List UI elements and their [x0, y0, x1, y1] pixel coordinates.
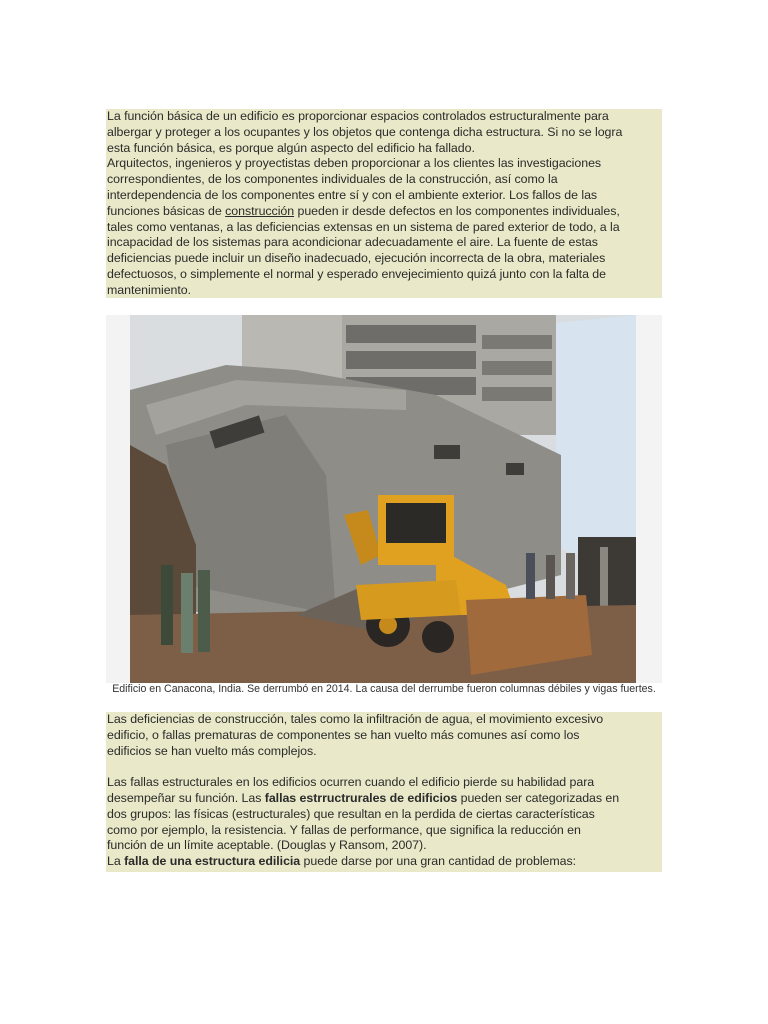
photo-illustration — [106, 315, 662, 683]
text-line: La función básica de un edificio es proporcionar espacios controlados estructuralmente para — [107, 109, 609, 123]
text-line: esta función básica, es porque algún aspecto del edificio ha fallado. — [107, 140, 475, 155]
text-line: Arquitectos, ingenieros y proyectistas deben proporcionar a los clientes las investigaciones — [107, 156, 602, 171]
bold-term: fallas estrructrurales de edificios — [264, 790, 458, 805]
text-segment: La — [107, 854, 125, 869]
intro-paragraph — [106, 109, 662, 298]
text-line: función de un límite aceptable. (Douglas y Ransom, 2007). — [107, 838, 427, 853]
bold-term: falla de una estructura edilicia — [124, 854, 301, 869]
text-line: interdependencia de los componentes entre sí y con el ambiente exterior. Los fallos de las — [107, 187, 598, 202]
text-line: dos grupos: las físicas (estructurales) que resultan en la perdida de ciertas características — [107, 806, 595, 821]
text-line — [107, 204, 662, 220]
text-line: edificios se han vuelto más complejos. — [107, 743, 317, 758]
text-line: como por ejemplo, la resistencia. Y fallas de performance, que significa la reducción en — [107, 822, 581, 837]
text-line: Las deficiencias de construcción, tales como la infiltración de agua, el movimiento excesivo — [107, 712, 604, 726]
text-line: tales como ventanas, a las deficiencias extensas en un sistema de pared exterior de todo, a la — [107, 219, 620, 234]
text-line: albergar y proteger a los ocupantes y los objetos que contenga dicha estructura. Si no se logra — [107, 124, 623, 139]
second-section — [106, 712, 662, 872]
construccion-link[interactable]: construcción — [225, 203, 295, 218]
text-line: defectuosos, o simplemente el normal y esperado envejecimiento quizá junto con la falta de — [107, 266, 606, 281]
text-line: deficiencias puede incluir un diseño inadecuado, ejecución incorrecta de la obra, materiales — [107, 251, 606, 266]
text-segment: desempeñar su función. Las — [107, 790, 265, 805]
text-line: Las fallas estructurales en los edificios ocurren cuando el edificio pierde su habilidad para — [107, 775, 595, 790]
text-line: correspondientes, de los componentes individuales de la construcción, así como la — [107, 172, 558, 187]
collapsed-building-photo — [106, 315, 662, 683]
text-segment: pueden ir desde defectos en los componentes individuales, — [294, 203, 620, 218]
text-line — [107, 791, 662, 807]
text-segment: puede darse por una gran cantidad de problemas: — [300, 854, 577, 869]
photo-caption: Edificio en Canacona, India. Se derrumbó en 2014. La causa del derrumbe fueron columnas débiles y vigas fuertes. — [112, 683, 656, 695]
text-line: incapacidad de los sistemas para acondicionar adecuadamente el aire. La fuente de estas — [107, 235, 598, 250]
text-line — [107, 854, 662, 870]
text-line: mantenimiento. — [107, 282, 192, 297]
paragraph-gap — [107, 759, 662, 775]
text-line: edificio, o fallas prematuras de componentes se han vuelto más comunes así como los — [107, 727, 580, 742]
text-segment: pueden ser categorizadas en — [457, 790, 620, 805]
text-segment: funciones básicas de — [107, 203, 226, 218]
